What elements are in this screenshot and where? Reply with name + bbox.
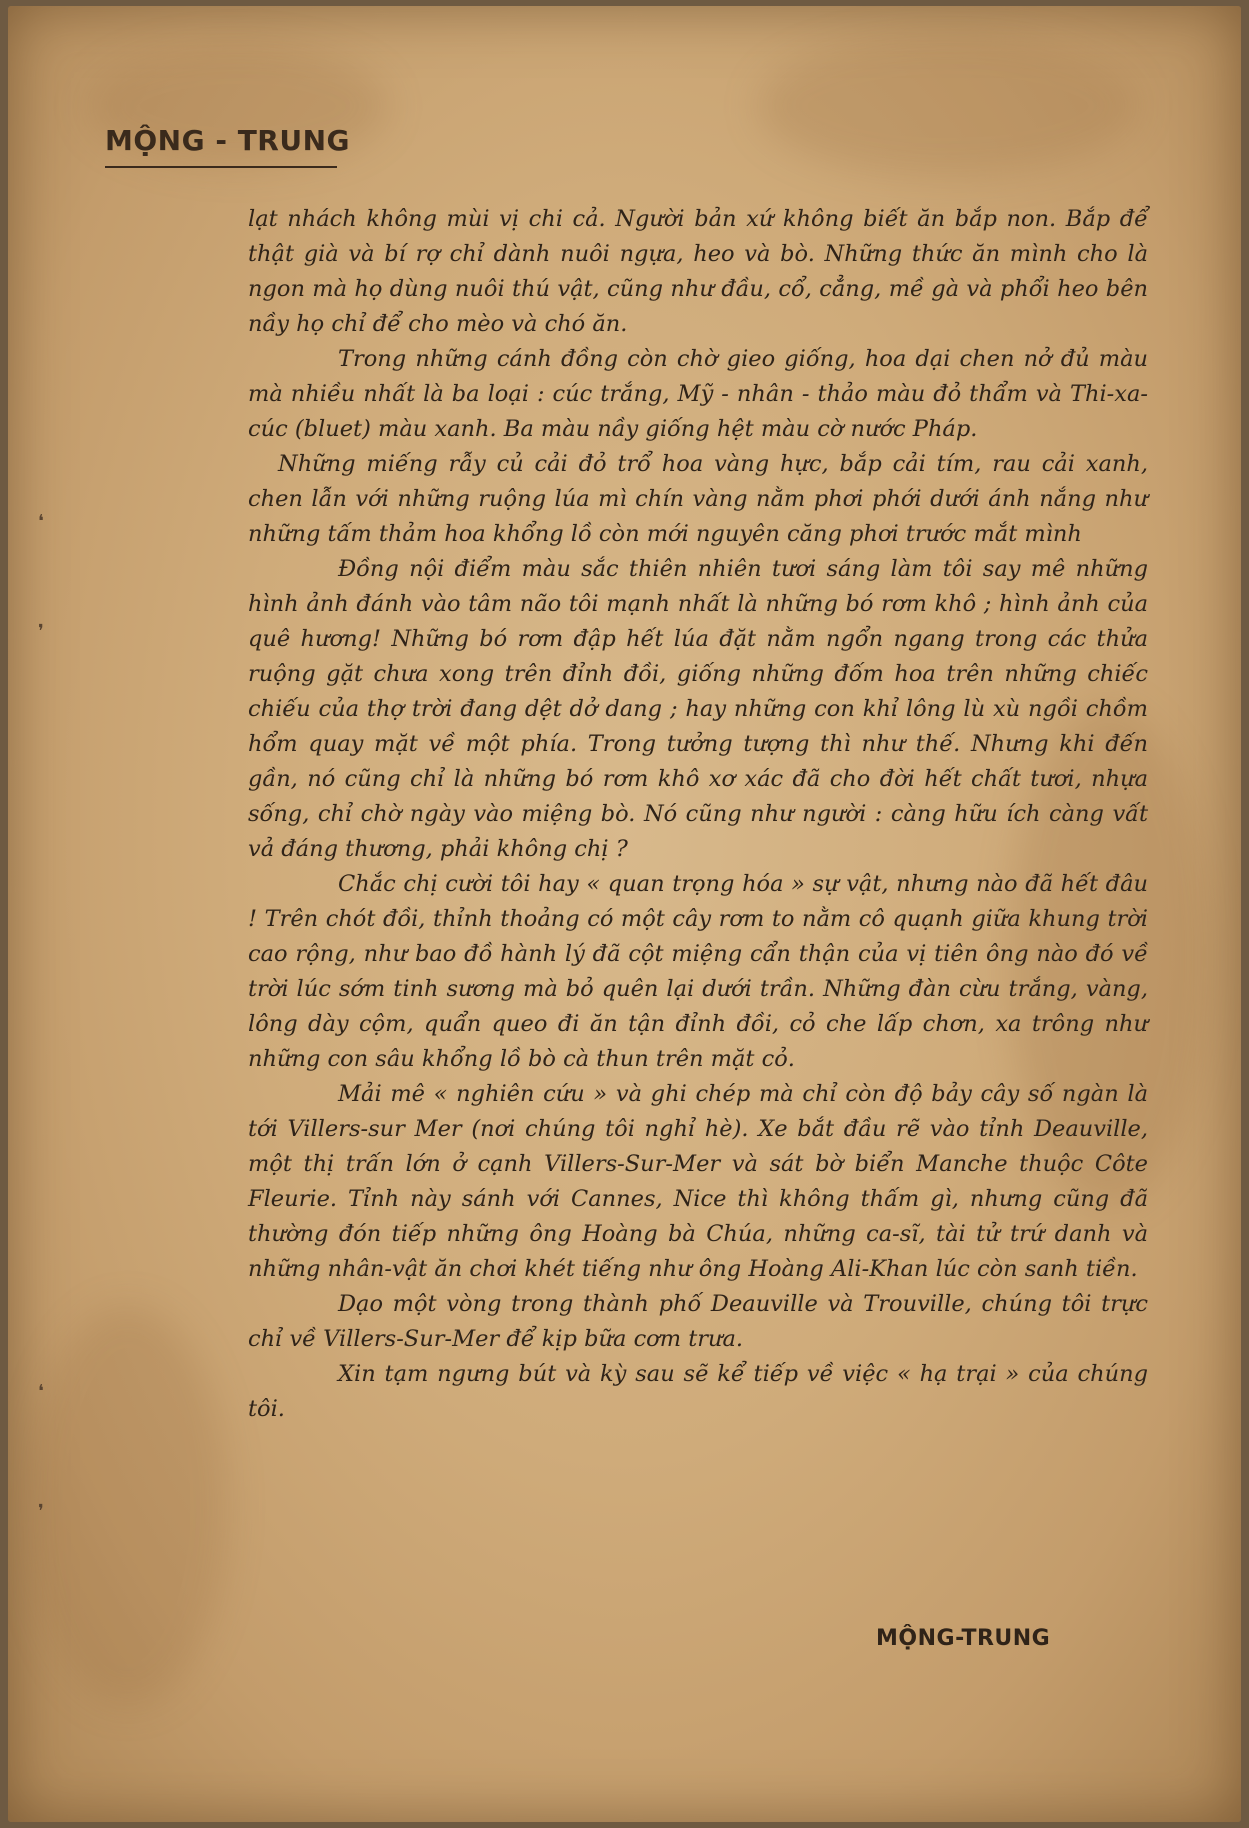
paragraph: Đồng nội điểm màu sắc thiên nhiên tươi sáng làm tôi say mê những hình ảnh đánh vào tâm não tôi mạnh nhất là những bó rơm khô ; hình ảnh của quê hương! Những bó rơm đập hết lúa đặt nằm ngổn ngang trong các thửa ruộng gặt chưa xong trên đỉnh đồi, giống những đốm hoa trên những chiếc chiếu của thợ trời đang dệt dở dang ; hay những con khỉ lông lù xù ngồi chồm hổm quay mặt về một phía. Trong tưởng tượng thì như thế. Nhưng khi đến gần, nó cũng chỉ là những bó rơm khô xơ xác đã cho đời hết chất tươi, nhựa sống, chỉ chờ ngày vào miệng bò. Nó cũng như người : càng hữu ích càng vất vả đáng thương, phải không chị ?: [248, 556, 1148, 862]
paragraph: lạt nhách không mùi vị chi cả. Người bản xứ không biết ăn bắp non. Bắp để thật già và bí rợ chỉ dành nuôi ngựa, heo và bò. Những thức ăn mình cho là ngon mà họ dùng nuôi thú vật, cũng như đầu, cổ, cẳng, mề gà và phổi heo bên nầy họ chỉ để cho mèo và chó ăn.: [248, 206, 1148, 337]
paragraph: Những miếng rẫy củ cải đỏ trổ hoa vàng hực, bắp cải tím, rau cải xanh, chen lẫn với những ruộng lúa mì chín vàng nằm phơi phới dưới ánh nắng như những tấm thảm hoa khổng lồ còn mới nguyên căng phơi trước mắt mình: [248, 451, 1148, 547]
header-underline: [105, 166, 337, 168]
article-body: [248, 202, 1148, 1427]
paragraph: Chắc chị cười tôi hay « quan trọng hóa » sự vật, nhưng nào đã hết đâu ! Trên chót đồi, thỉnh thoảng có một cây rơm to nằm cô quạnh giữa khung trời cao rộng, như bao đồ hành lý đã cột miệng cẩn thận của vị tiên ông nào đó về trời lúc sớm tinh sương mà bỏ quên lại dưới trần. Những đàn cừu trắng, vàng, lông dày cộm, quẩn queo đi ăn tận đỉnh đồi, cỏ che lấp chơn, xa trông như những con sâu khổng lồ bò cà thun trên mặt cỏ.: [248, 871, 1148, 1072]
author-signature: MỘNG-TRUNG: [876, 1626, 1051, 1651]
margin-mark: ❜: [38, 1501, 44, 1522]
paragraph: Dạo một vòng trong thành phố Deauville và Trouville, chúng tôi trực chỉ về Villers-Sur-Mer để kịp bữa cơm trưa.: [248, 1291, 1148, 1352]
paragraph: Xin tạm ngưng bút và kỳ sau sẽ kể tiếp về việc « hạ trại » của chúng tôi.: [248, 1361, 1148, 1422]
margin-mark: ❜: [38, 621, 44, 642]
margin-mark: ❛: [38, 1381, 44, 1402]
margin-mark: ❛: [38, 511, 44, 532]
document-page: [8, 6, 1241, 1822]
paragraph: Mải mê « nghiên cứu » và ghi chép mà chỉ còn độ bảy cây số ngàn là tới Villers-sur Mer (nơi chúng tôi nghỉ hè). Xe bắt đầu rẽ vào tỉnh Deauville, một thị trấn lớn ở cạnh Villers-Sur-Mer và sát bờ biển Manche thuộc Côte Fleurie. Tỉnh này sánh với Cannes, Nice thì không thấm gì, nhưng cũng đã thường đón tiếp những ông Hoàng bà Chúa, những ca-sĩ, tài tử trứ danh và những nhân-vật ăn chơi khét tiếng như ông Hoàng Ali-Khan lúc còn sanh tiền.: [248, 1081, 1148, 1282]
paper-stain: [758, 36, 1138, 176]
paper-stain: [28, 1306, 228, 1706]
paragraph: Trong những cánh đồng còn chờ gieo giống, hoa dại chen nở đủ màu mà nhiều nhất là ba loại : cúc trắng, Mỹ - nhân - thảo màu đỏ thẩm và Thi-xa-cúc (bluet) màu xanh. Ba màu nầy giống hệt màu cờ nước Pháp.: [248, 346, 1148, 442]
page-header-title: MỘNG - TRUNG: [105, 124, 351, 157]
